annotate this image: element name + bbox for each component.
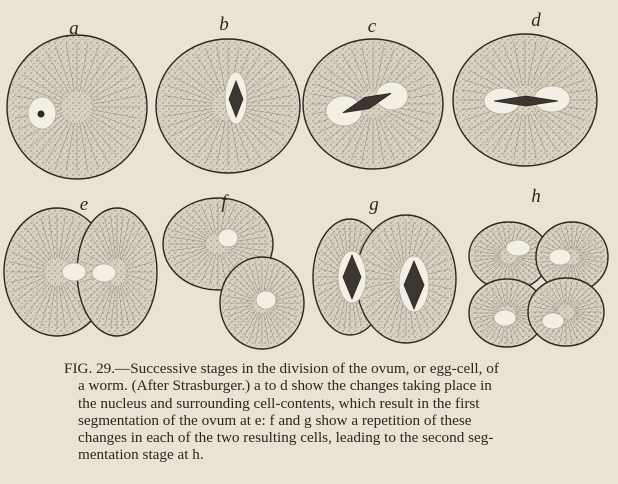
caption-line: changes in each of the two resulting cells, leading to the second seg- xyxy=(78,429,494,447)
panel-label-g: g xyxy=(369,194,379,215)
caption-line: FIG. 29.—Successive stages in the division of the ovum, or egg-cell, of xyxy=(64,360,499,377)
caption-line: the nucleus and surrounding cell-contents, which result in the first xyxy=(78,394,480,412)
panel-label-f: f xyxy=(221,192,227,213)
caption-line: segmentation of the ovum at e: f and g show a repetition of these xyxy=(78,411,472,429)
panel-label-a: a xyxy=(69,18,79,39)
panel-label-b: b xyxy=(219,14,229,35)
nucleus-h-tr xyxy=(549,249,571,265)
panel-label-e: e xyxy=(79,194,89,215)
panel-label-d: d xyxy=(531,10,541,31)
nucleus-e-right xyxy=(92,264,116,282)
panel-label-h: h xyxy=(531,186,541,207)
caption-line: mentation stage at h. xyxy=(78,446,204,464)
figure-caption xyxy=(64,360,570,464)
nucleus-h-br xyxy=(542,313,564,329)
nucleus-e-left xyxy=(62,263,86,281)
caption-line: a worm. (After Strasburger.) a to d show the changes taking place in xyxy=(78,377,492,395)
panel-label-c: c xyxy=(367,16,377,37)
nucleus-c-left xyxy=(326,96,362,126)
nucleus-f-bottom xyxy=(256,291,276,309)
nucleus-h-tl xyxy=(506,240,530,256)
nucleolus-a xyxy=(38,111,45,118)
nucleus-f-top xyxy=(218,229,238,247)
nucleus-h-bl xyxy=(494,310,516,326)
